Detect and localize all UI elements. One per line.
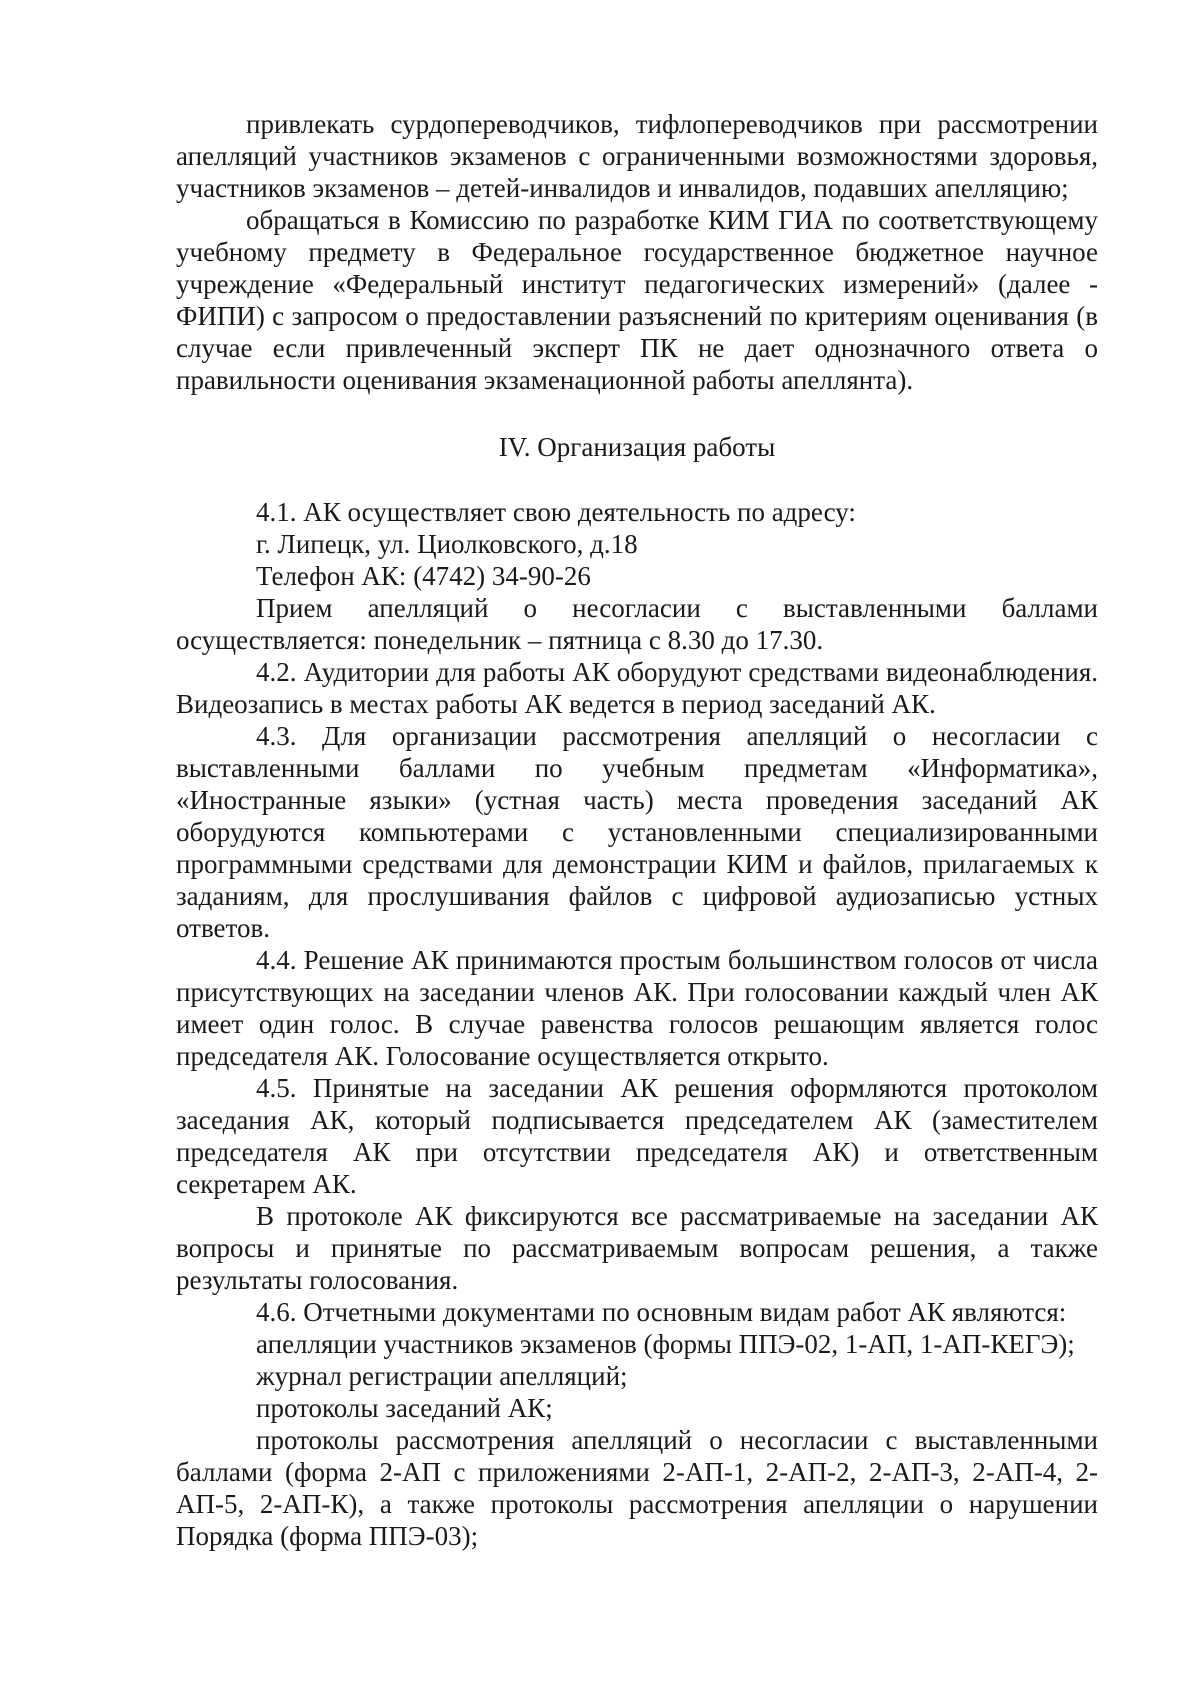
paragraph-4-5: 4.5. Принятые на заседании АК решения оформляются протоколом заседания АК, который подписывается председателем АК (заместителем председателя АК при отсутствии председателя АК) и ответственным секретарем АК.: [176, 1073, 1098, 1199]
list-item: журнал регистрации апелляций;: [256, 1361, 628, 1391]
paragraph-sign-language: привлекать сурдопереводчиков, тифлопереводчиков при рассмотрении апелляций участников экзаменов с ограниченными возможностями здоровья, участников экзаменов – детей-инвалидов и инвалидов, подавших апелляцию;: [176, 109, 1098, 203]
phone-line: Телефон АК: (4742) 34-90-26: [256, 561, 591, 591]
paragraph-protocols-review: протоколы рассмотрения апелляций о несогласии с выставленными баллами (форма 2-АП с приложениями 2-АП-1, 2-АП-2, 2-АП-3, 2-АП-4, 2-АП-5, 2-АП-К), а также протоколы рассмотрения апелляции о нарушении Порядка (форма ППЭ-03);: [176, 1425, 1098, 1551]
reception-hours: Прием апелляций о несогласии с выставленными баллами осуществляется: понедельник – пятница с 8.30 до 17.30.: [176, 593, 1098, 655]
address-line: 4.1. АК осуществляет свою деятельность по адресу:: [256, 497, 856, 527]
paragraph-protocol: В протоколе АК фиксируются все рассматриваемые на заседании АК вопросы и принятые по рассматриваемым вопросам решения, а также результаты голосования.: [176, 1201, 1098, 1295]
paragraph-fipi-request: обращаться в Комиссию по разработке КИМ ГИА по соответствующему учебному предмету в Федеральное государственное бюджетное научное учреждение «Федеральный институт педагогических измерений» (далее - ФИПИ) с запросом о предоставлении разъяснений по критериям оценивания (в случае если привлеченный эксперт ПК не дает однозначного ответа о правильности оценивания экзаменационной работы апеллянта).: [176, 205, 1098, 395]
list-item: протоколы заседаний АК;: [256, 1393, 553, 1423]
paragraph-4-6-intro: 4.6. Отчетными документами по основным видам работ АК являются:: [256, 1297, 1067, 1327]
paragraph-4-3: 4.3. Для организации рассмотрения апелляций о несогласии с выставленными баллами по учебным предметам «Информатика», «Иностранные языки» (устная часть) места проведения заседаний АК оборудуются компьютерами с установленными специализированными программными средствами для демонстрации КИМ и файлов, прилагаемых к заданиям, для прослушивания файлов с цифровой аудиозаписью устных ответов.: [176, 721, 1098, 943]
section-heading: IV. Организация работы: [498, 432, 776, 462]
paragraph-4-4: 4.4. Решение АК принимаются простым большинством голосов от числа присутствующих на заседании членов АК. При голосовании каждый член АК имеет один голос. В случае равенства голосов решающим является голос председателя АК. Голосование осуществляется открыто.: [176, 945, 1098, 1071]
paragraph-4-2: 4.2. Аудитории для работы АК оборудуют средствами видеонаблюдения. Видеозапись в местах работы АК ведется в период заседаний АК.: [176, 657, 1098, 719]
document-page: [176, 108, 1098, 1552]
address-street: г. Липецк, ул. Циолковского, д.18: [256, 529, 638, 559]
list-item: апелляции участников экзаменов (формы ППЭ-02, 1-АП, 1-АП-КЕГЭ);: [256, 1329, 1075, 1359]
